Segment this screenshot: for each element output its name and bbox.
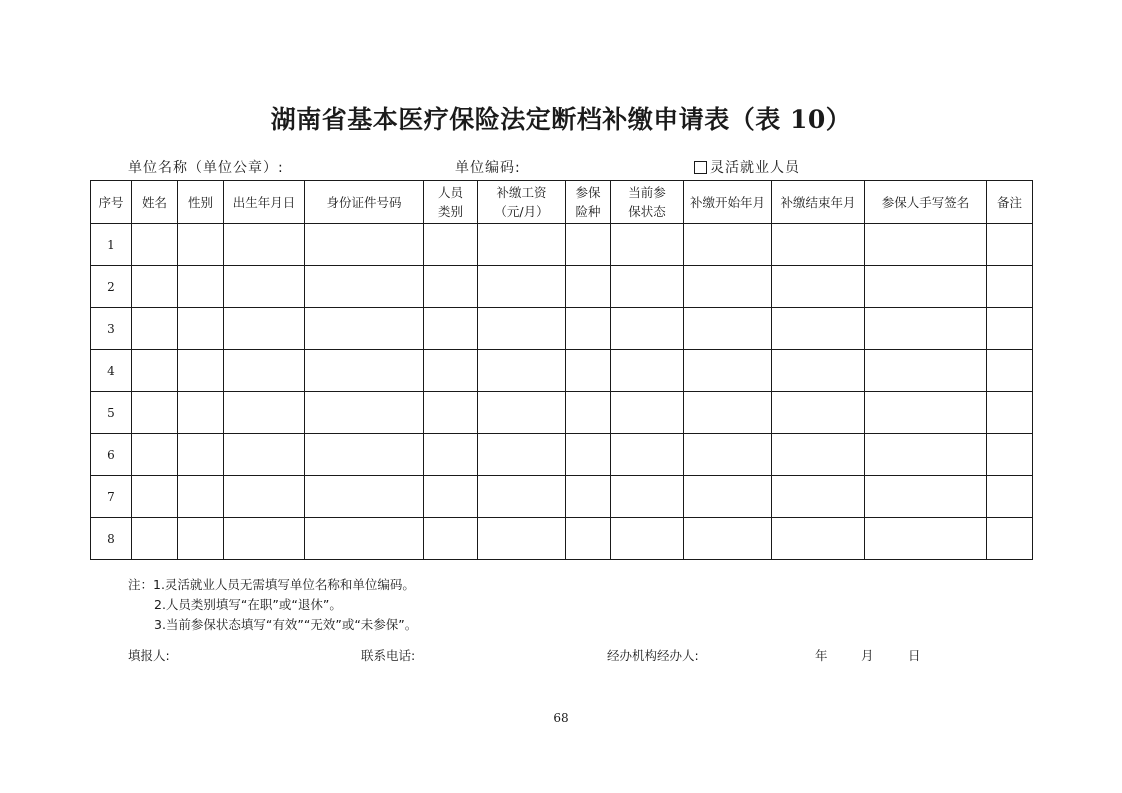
table-row [91, 434, 1033, 476]
table-row [91, 266, 1033, 308]
blank-input-cell[interactable] [566, 392, 611, 434]
blank-input-cell[interactable] [424, 434, 478, 476]
blank-input-cell[interactable] [132, 434, 178, 476]
blank-input-cell[interactable] [684, 266, 772, 308]
blank-input-cell[interactable] [478, 224, 566, 266]
blank-input-cell[interactable] [132, 392, 178, 434]
row-number: 6 [91, 434, 132, 476]
blank-input-cell[interactable] [305, 434, 424, 476]
blank-input-cell[interactable] [478, 434, 566, 476]
column-header-text: 姓名 [141, 194, 167, 210]
blank-input-cell[interactable] [132, 518, 178, 560]
column-header-text: 身份证件号码 [326, 194, 402, 210]
blank-input-cell[interactable] [178, 266, 224, 308]
column-header-text: 保状态 [628, 204, 666, 219]
blank-input-cell[interactable] [611, 392, 684, 434]
row-number: 3 [91, 308, 132, 350]
blank-input-cell[interactable] [305, 266, 424, 308]
column-header-text: （元/月） [494, 204, 549, 219]
blank-input-cell[interactable] [224, 518, 305, 560]
blank-input-cell[interactable] [224, 392, 305, 434]
column-header [987, 181, 1033, 224]
blank-input-cell[interactable] [865, 308, 987, 350]
blank-input-cell[interactable] [305, 518, 424, 560]
table-row [91, 392, 1033, 434]
blank-input-cell[interactable] [772, 476, 865, 518]
blank-input-cell[interactable] [424, 476, 478, 518]
column-header [224, 181, 305, 224]
table-body [91, 224, 1033, 560]
blank-input-cell[interactable] [611, 518, 684, 560]
form-title: 湖南省基本医疗保险法定断档补缴申请表（表 10） [270, 105, 852, 134]
blank-input-cell[interactable] [224, 350, 305, 392]
blank-input-cell[interactable] [478, 350, 566, 392]
blank-input-cell[interactable] [772, 224, 865, 266]
blank-input-cell[interactable] [684, 392, 772, 434]
day-label: 日 [908, 648, 921, 663]
column-header-text: 备注 [996, 194, 1022, 210]
blank-input-cell[interactable] [987, 392, 1033, 434]
blank-input-cell[interactable] [566, 434, 611, 476]
blank-input-cell[interactable] [132, 350, 178, 392]
blank-input-cell[interactable] [178, 308, 224, 350]
blank-input-cell[interactable] [611, 224, 684, 266]
column-header [566, 181, 611, 224]
column-header-text: 性别 [187, 194, 213, 210]
blank-input-cell[interactable] [178, 518, 224, 560]
row-number: 4 [91, 350, 132, 392]
blank-input-cell[interactable] [178, 350, 224, 392]
blank-input-cell[interactable] [178, 224, 224, 266]
column-header [865, 181, 987, 224]
blank-input-cell[interactable] [987, 350, 1033, 392]
column-header-text: 参保 [575, 185, 601, 200]
table-row [91, 518, 1033, 560]
blank-input-cell[interactable] [987, 476, 1033, 518]
blank-input-cell[interactable] [305, 476, 424, 518]
flexible-employment-checkbox[interactable] [694, 161, 707, 174]
blank-input-cell[interactable] [987, 434, 1033, 476]
application-table [90, 180, 1033, 560]
blank-input-cell[interactable] [424, 224, 478, 266]
blank-input-cell[interactable] [987, 518, 1033, 560]
blank-input-cell[interactable] [566, 224, 611, 266]
table-row [91, 224, 1033, 266]
page-number: 68 [553, 711, 569, 725]
blank-input-cell[interactable] [424, 350, 478, 392]
blank-input-cell[interactable] [424, 266, 478, 308]
blank-input-cell[interactable] [178, 434, 224, 476]
blank-input-cell[interactable] [566, 350, 611, 392]
blank-input-cell[interactable] [478, 392, 566, 434]
row-number: 8 [91, 518, 132, 560]
blank-input-cell[interactable] [987, 266, 1033, 308]
note-item: 注：1.灵活就业人员无需填写单位名称和单位编码。 [128, 577, 415, 592]
blank-input-cell[interactable] [478, 266, 566, 308]
blank-input-cell[interactable] [566, 476, 611, 518]
blank-input-cell[interactable] [305, 350, 424, 392]
blank-input-cell[interactable] [865, 518, 987, 560]
column-header-text: 出生年月日 [232, 194, 296, 210]
note-item: 2.人员类别填写“在职”或“退休”。 [154, 597, 342, 612]
column-header [611, 181, 684, 224]
blank-input-cell[interactable] [772, 266, 865, 308]
blank-input-cell[interactable] [611, 476, 684, 518]
notes-section [128, 575, 417, 635]
column-header [305, 181, 424, 224]
column-header [684, 181, 772, 224]
blank-input-cell[interactable] [611, 350, 684, 392]
note-item: 3.当前参保状态填写“有效”“无效”或“未参保”。 [154, 617, 418, 632]
blank-input-cell[interactable] [224, 434, 305, 476]
blank-input-cell[interactable] [224, 224, 305, 266]
column-header-text: 类别 [437, 204, 463, 219]
blank-input-cell[interactable] [772, 392, 865, 434]
row-number: 5 [91, 392, 132, 434]
blank-input-cell[interactable] [178, 476, 224, 518]
column-header [178, 181, 224, 224]
phone-label: 联系电话: [361, 648, 416, 663]
blank-input-cell[interactable] [132, 308, 178, 350]
blank-input-cell[interactable] [132, 266, 178, 308]
blank-input-cell[interactable] [987, 224, 1033, 266]
agent-label: 经办机构经办人: [607, 648, 699, 663]
blank-input-cell[interactable] [566, 518, 611, 560]
table-row [91, 476, 1033, 518]
column-header [132, 181, 178, 224]
year-label: 年 [815, 648, 828, 663]
row-number: 7 [91, 476, 132, 518]
blank-input-cell[interactable] [566, 308, 611, 350]
column-header [424, 181, 478, 224]
blank-input-cell[interactable] [424, 308, 478, 350]
blank-input-cell[interactable] [865, 350, 987, 392]
blank-input-cell[interactable] [684, 224, 772, 266]
blank-input-cell[interactable] [684, 308, 772, 350]
blank-input-cell[interactable] [224, 476, 305, 518]
blank-input-cell[interactable] [865, 392, 987, 434]
blank-input-cell[interactable] [865, 476, 987, 518]
blank-input-cell[interactable] [305, 392, 424, 434]
filler-label: 填报人: [128, 648, 170, 663]
column-header-text: 当前参 [628, 185, 666, 200]
column-header-text: 补缴工资 [496, 185, 547, 200]
blank-input-cell[interactable] [611, 434, 684, 476]
blank-input-cell[interactable] [684, 434, 772, 476]
column-header [772, 181, 865, 224]
row-number: 1 [91, 224, 132, 266]
blank-input-cell[interactable] [478, 308, 566, 350]
blank-input-cell[interactable] [684, 350, 772, 392]
column-header-text: 序号 [98, 194, 124, 210]
column-header-text: 补缴开始年月 [689, 194, 765, 210]
blank-input-cell[interactable] [132, 476, 178, 518]
column-header-text: 人员 [437, 185, 463, 200]
blank-input-cell[interactable] [684, 476, 772, 518]
row-number: 2 [91, 266, 132, 308]
blank-input-cell[interactable] [865, 434, 987, 476]
blank-input-cell[interactable] [865, 266, 987, 308]
blank-input-cell[interactable] [224, 308, 305, 350]
blank-input-cell[interactable] [305, 224, 424, 266]
flexible-employment-label: 灵活就业人员 [710, 160, 800, 176]
blank-input-cell[interactable] [424, 392, 478, 434]
column-header-text: 补缴结束年月 [780, 194, 856, 210]
column-header [91, 181, 132, 224]
blank-input-cell[interactable] [772, 518, 865, 560]
blank-input-cell[interactable] [178, 392, 224, 434]
unit-code-label: 单位编码: [455, 160, 521, 176]
blank-input-cell[interactable] [305, 308, 424, 350]
blank-input-cell[interactable] [478, 476, 566, 518]
table-row [91, 308, 1033, 350]
blank-input-cell[interactable] [772, 350, 865, 392]
flexible-employment-option[interactable] [694, 157, 800, 177]
blank-input-cell[interactable] [865, 224, 987, 266]
blank-input-cell[interactable] [424, 518, 478, 560]
column-header [478, 181, 566, 224]
blank-input-cell[interactable] [772, 308, 865, 350]
column-header-text: 参保人手写签名 [881, 194, 970, 210]
column-header-text: 险种 [575, 204, 601, 219]
blank-input-cell[interactable] [611, 308, 684, 350]
table-row [91, 350, 1033, 392]
month-label: 月 [861, 648, 874, 663]
blank-input-cell[interactable] [987, 308, 1033, 350]
blank-input-cell[interactable] [611, 266, 684, 308]
blank-input-cell[interactable] [772, 434, 865, 476]
unit-name-label: 单位名称（单位公章）: [128, 160, 284, 176]
table-header-row [91, 181, 1033, 224]
blank-input-cell[interactable] [478, 518, 566, 560]
blank-input-cell[interactable] [684, 518, 772, 560]
blank-input-cell[interactable] [132, 224, 178, 266]
blank-input-cell[interactable] [566, 266, 611, 308]
blank-input-cell[interactable] [224, 266, 305, 308]
